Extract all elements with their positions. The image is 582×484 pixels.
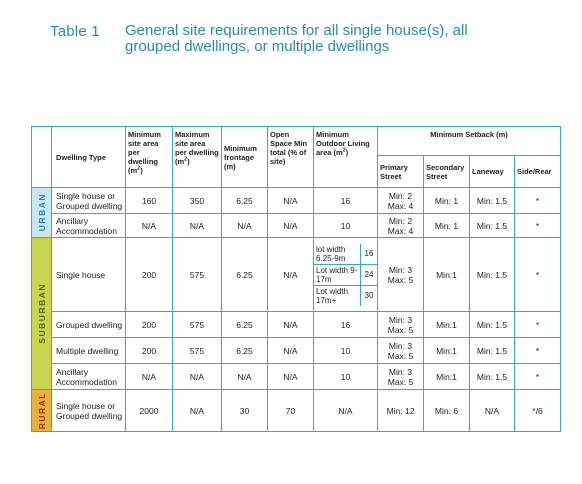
cell-outdoor: 16 [314,312,378,338]
cell-min-area: 160 [126,188,173,214]
table-row [32,238,561,312]
zone-urban: URBAN [32,188,52,238]
lot-width-value: 16 [361,244,378,265]
cell-secondary: Min:1 [424,338,470,364]
header-side-rear: Side/Rear [515,156,561,188]
lot-width-label: Lot width 17m+ [314,285,361,306]
cell-frontage: 6.25 [222,238,268,312]
cell-frontage: 30 [222,390,268,432]
cell-primary: Min: 3 Max: 5 [378,238,424,312]
header-dwelling-type: Dwelling Type [52,127,126,188]
cell-side-rear: * [515,214,561,238]
header-secondary-street: Secondary Street [424,156,470,188]
cell-secondary: Min:1 [424,312,470,338]
table-row [32,312,561,338]
cell-min-area: 200 [126,312,173,338]
cell-primary: Min: 3 Max: 5 [378,364,424,390]
cell-side-rear: * [515,312,561,338]
cell-dwelling-type: Single house [52,238,126,312]
cell-max-area: N/A [173,364,222,390]
cell-max-area: 575 [173,338,222,364]
zone-suburban: SUBURBAN [32,238,52,390]
cell-primary: Min: 12 [378,390,424,432]
cell-primary: Min: 2 Max: 4 [378,188,424,214]
cell-max-area: 350 [173,188,222,214]
cell-open-space: 70 [268,390,314,432]
cell-open-space: N/A [268,338,314,364]
cell-dwelling-type: Ancillary Accommodation [52,214,126,238]
cell-frontage: 6.25 [222,188,268,214]
cell-primary: Min: 3 Max: 5 [378,312,424,338]
cell-secondary: Min:1 [424,238,470,312]
cell-outdoor: 10 [314,364,378,390]
header-primary-street: Primary Street [378,156,424,188]
cell-laneway: N/A [470,390,515,432]
table-row [32,390,561,432]
cell-frontage: N/A [222,214,268,238]
cell-outdoor: 10 [314,338,378,364]
cell-min-area: N/A [126,364,173,390]
cell-min-area: 200 [126,238,173,312]
cell-secondary: Min: 1 [424,214,470,238]
table-row [32,188,561,214]
cell-dwelling-type: Single house or Grouped dwelling [52,390,126,432]
cell-secondary: Min:1 [424,364,470,390]
lot-width-value: 24 [361,264,378,285]
cell-max-area: N/A [173,214,222,238]
cell-dwelling-type: Ancillary Accommodation [52,364,126,390]
cell-side-rear: * [515,364,561,390]
header-min-frontage: Minimum frontage (m) [222,127,268,188]
lot-width-label: lot width 6.25-9m [316,244,346,263]
header-min-outdoor: Minimum Outdoor Living area $(m^2)$ [314,127,378,188]
table-row [32,338,561,364]
cell-primary: Min: 3 Max: 5 [378,338,424,364]
cell-dwelling-type: Grouped dwelling [52,312,126,338]
cell-laneway: Min: 1.5 [470,188,515,214]
lot-width-value: 30 [361,285,378,306]
header-laneway: Laneway [470,156,515,188]
cell-open-space: N/A [268,312,314,338]
header-max-site-area: Maximum site area per dwelling $(m^2)$ [173,127,222,188]
cell-laneway: Min: 1.5 [470,312,515,338]
cell-max-area: 575 [173,312,222,338]
cell-laneway: Min: 1.5 [470,338,515,364]
cell-outdoor: 16 [314,188,378,214]
table-title: General site requirements for all single house(s), all grouped dwellings, or multiple dwellings [125,22,468,55]
cell-outdoor: 10 [314,214,378,238]
header-blank [32,127,52,188]
cell-max-area: N/A [173,390,222,432]
cell-outdoor-lot-widths [314,238,378,312]
cell-dwelling-type: Multiple dwelling [52,338,126,364]
cell-frontage: N/A [222,364,268,390]
table-row [32,214,561,238]
cell-min-area: N/A [126,214,173,238]
cell-dwelling-type: Single house or Grouped dwelling [52,188,126,214]
cell-secondary: Min: 6 [424,390,470,432]
header-open-space: Open Space Min total (% of site) [268,127,314,188]
header-min-site-area: Minimum site area per dwelling $(m^2)$ [126,127,173,188]
cell-secondary: Min: 1 [424,188,470,214]
table-row [32,364,561,390]
cell-laneway: Min: 1.5 [470,364,515,390]
cell-frontage: 6.25 [222,312,268,338]
cell-open-space: N/A [268,238,314,312]
cell-min-area: 2000 [126,390,173,432]
cell-laneway: Min: 1.5 [470,238,515,312]
cell-frontage: 6.25 [222,338,268,364]
zone-rural: RURAL [32,390,52,432]
cell-max-area: 575 [173,238,222,312]
cell-primary: Min: 2 Max: 4 [378,214,424,238]
cell-side-rear: * [515,238,561,312]
cell-side-rear: * [515,338,561,364]
cell-min-area: 200 [126,338,173,364]
lot-width-subtable [314,244,377,306]
cell-laneway: Min: 1.5 [470,214,515,238]
site-requirements-table [31,126,561,432]
cell-open-space: N/A [268,188,314,214]
cell-side-rear: * [515,188,561,214]
cell-open-space: N/A [268,214,314,238]
lot-width-label: Lot width 9-17m [314,264,361,285]
table-number: Table 1 [50,23,100,40]
header-min-setback: Minimum Setback (m) [378,127,561,156]
cell-side-rear: */6 [515,390,561,432]
cell-open-space: N/A [268,364,314,390]
cell-outdoor: N/A [314,390,378,432]
